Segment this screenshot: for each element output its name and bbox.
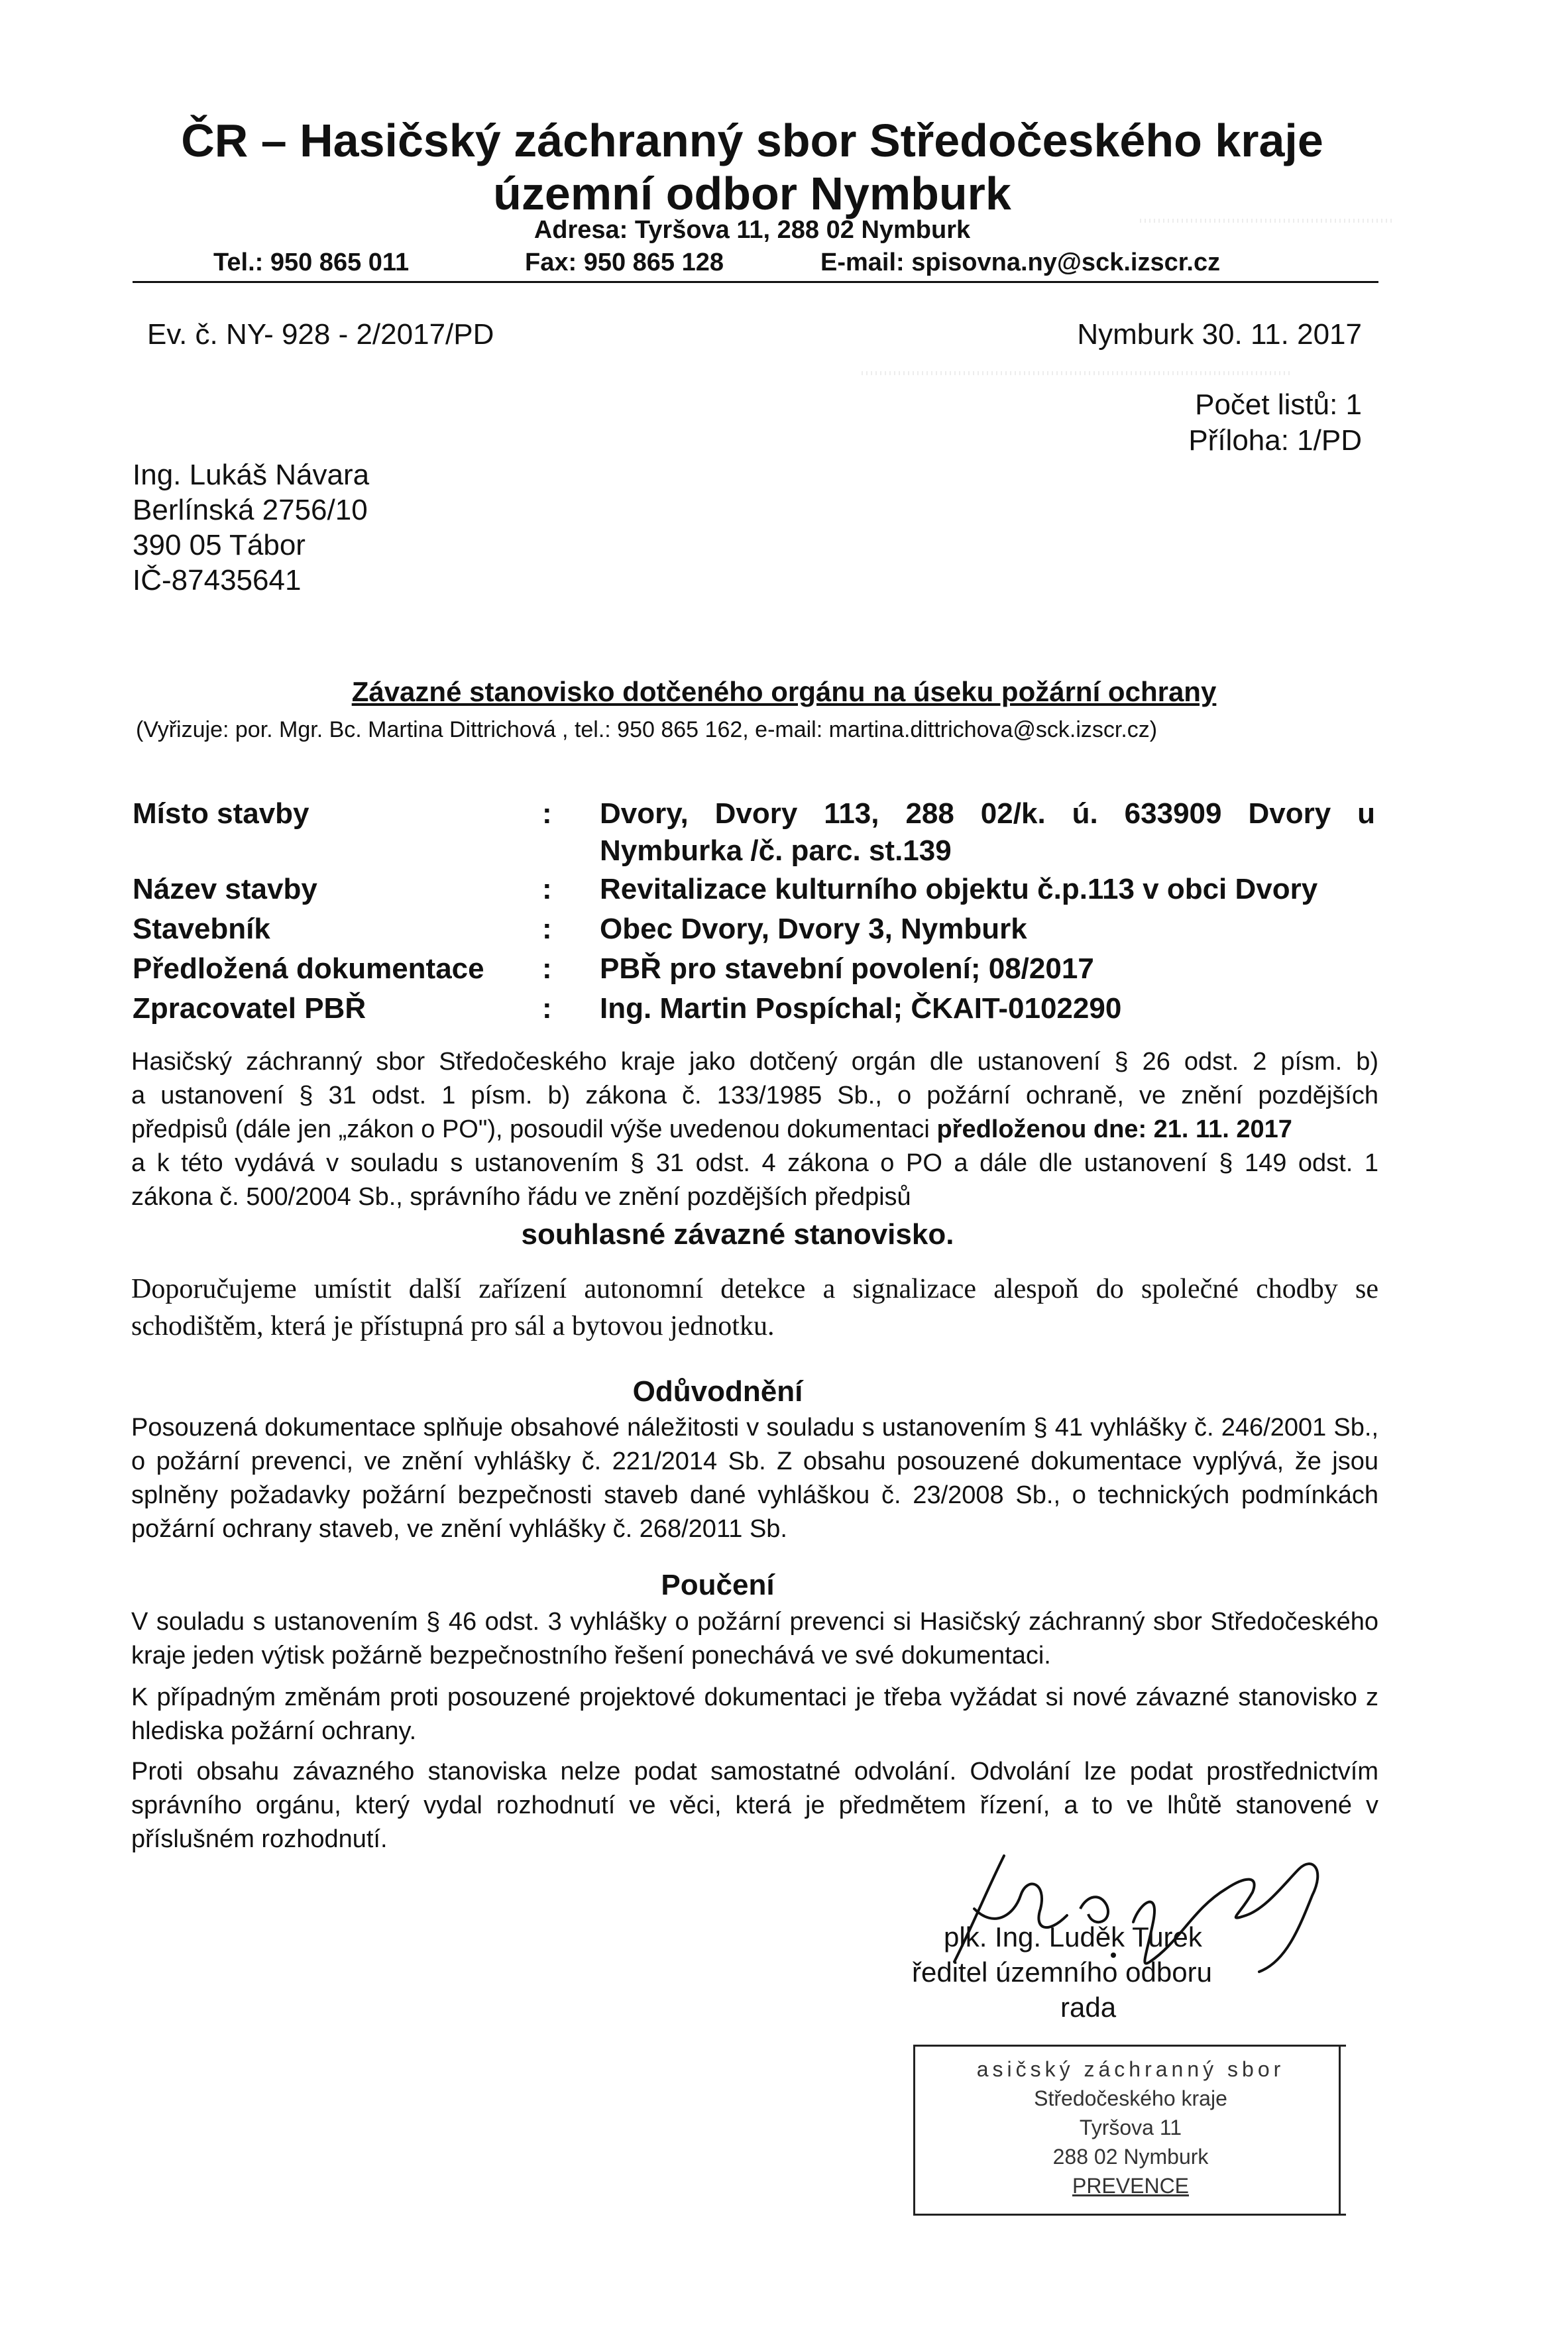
signatory-rank: rada bbox=[1060, 1992, 1117, 2023]
instruction-heading: Poučení bbox=[661, 1569, 775, 1601]
scan-artifact bbox=[862, 371, 1292, 375]
field-label-documentation: Předložená dokumentace bbox=[133, 952, 484, 985]
stamp-border-right bbox=[1339, 2045, 1341, 2214]
stamp-line-3: Tyršova 11 bbox=[1079, 2116, 1182, 2139]
attachment-info: Příloha: 1/PD bbox=[1188, 424, 1362, 457]
sheet-count: Počet listů: 1 bbox=[1195, 388, 1362, 421]
recommendation: Doporučujeme umístit další zařízení autonomní detekce a signalizace alespoň do společné chodby se schodištěm, která je přístupná pro sál a bytovou jednotku. bbox=[131, 1274, 1378, 1341]
authority-address: Adresa: Tyršova 11, 288 02 Nymburk bbox=[533, 216, 971, 244]
field-colon: : bbox=[542, 913, 552, 945]
field-value-documentation: PBŘ pro stavební povolení; 08/2017 bbox=[600, 952, 1094, 985]
instruction-paragraph-3: Proti obsahu závazného stanoviska nelze podat samostatné odvolání. Odvolání lze podat prostřednictvím správního orgánu, který vydal rozhodnutí ve věci, která je předmětem řízení, a to ve lhůtě stanovené v příslušném rozhodnutí. bbox=[131, 1758, 1378, 1853]
field-value-pbr-author: Ing. Martin Pospíchal; ČKAIT-0102290 bbox=[600, 992, 1122, 1025]
recipient-name: Ing. Lukáš Návara bbox=[133, 459, 370, 491]
recipient-city: 390 05 Tábor bbox=[133, 529, 306, 561]
stamp-line-5: PREVENCE bbox=[1072, 2174, 1190, 2198]
intro-line-4: a k této vydává v souladu s ustanovením § 31 odst. 4 zákona o PO a dále dle ustanovení § 149 odst. 1 bbox=[131, 1149, 1378, 1177]
field-colon: : bbox=[542, 797, 552, 830]
intro-line-1: Hasičský záchranný sbor Středočeského kraje jako dotčený orgán dle ustanovení § 26 odst. 2 písm. b) bbox=[131, 1048, 1378, 1076]
signatory-role: ředitel územního odboru bbox=[912, 1956, 1212, 1988]
field-value-building-name: Revitalizace kulturního objektu č.p.113 v obci Dvory bbox=[600, 873, 1318, 905]
office-stamp bbox=[913, 2045, 1346, 2216]
reference-number: Ev. č. NY- 928 - 2/2017/PD bbox=[147, 318, 494, 351]
intro-line-3 bbox=[131, 1113, 1378, 1147]
justification-heading: Odůvodnění bbox=[632, 1375, 803, 1408]
field-label-location: Místo stavby bbox=[133, 797, 309, 830]
field-value-builder: Obec Dvory, Dvory 3, Nymburk bbox=[600, 913, 1027, 945]
verdict: souhlasné závazné stanovisko. bbox=[521, 1218, 954, 1251]
field-value-location-parcel: Nymburka /č. parc. st.139 bbox=[600, 834, 952, 867]
intro-line-5: zákona č. 500/2004 Sb., správního řádu ve znění pozdějších předpisů bbox=[131, 1183, 911, 1211]
intro-line-3-text: předpisů (dále jen „zákon o PO"), posoudil výše uvedenou dokumentaci bbox=[131, 1115, 930, 1143]
field-label-pbr-author: Zpracovatel PBŘ bbox=[133, 992, 366, 1025]
instruction-paragraph-2: K případným změnám proti posouzené projektové dokumentaci je třeba vyžádat si nové závazné stanovisko z hlediska požární ochrany. bbox=[131, 1683, 1378, 1745]
submission-date: předloženou dne: 21. 11. 2017 bbox=[936, 1115, 1292, 1143]
stamp-line-2: Středočeského kraje bbox=[1034, 2086, 1227, 2110]
scan-artifact bbox=[1140, 219, 1392, 223]
field-colon: : bbox=[542, 873, 552, 905]
field-value-location: Dvory, Dvory 113, 288 02/k. ú. 633909 Dvory u bbox=[600, 797, 1375, 830]
field-label-builder: Stavebník bbox=[133, 913, 270, 945]
intro-line-2: a ustanovení § 31 odst. 1 písm. b) zákona č. 133/1985 Sb., o požární ochraně, ve znění pozdějších bbox=[131, 1082, 1378, 1109]
authority-email: E-mail: spisovna.ny@sck.izscr.cz bbox=[820, 249, 1221, 276]
field-colon: : bbox=[542, 992, 552, 1025]
justification-text: Posouzená dokumentace splňuje obsahové náležitosti v souladu s ustanovením § 41 vyhlášky č. 246/2001 Sb., o požární prevenci, ve znění vyhlášky č. 221/2014 Sb. Z obsahu posouzené dokumentace vyplývá, že jsou splněny požadavky požární bezpečnosti staveb dané vyhláškou č. 23/2008 Sb., o technických podmínkách požární ochrany staveb, ve znění vyhlášky č. 268/2011 Sb. bbox=[131, 1414, 1378, 1543]
field-colon: : bbox=[542, 952, 552, 985]
authority-phone: Tel.: 950 865 011 bbox=[213, 249, 410, 276]
signatory-name: plk. Ing. Luděk Turek bbox=[944, 1921, 1202, 1953]
place-date: Nymburk 30. 11. 2017 bbox=[1077, 318, 1362, 351]
authority-subtitle: územní odbor Nymburk bbox=[493, 168, 1011, 219]
instruction-paragraph-1: V souladu s ustanovením § 46 odst. 3 vyhlášky o požární prevenci si Hasičský záchranný sbor Středočeského kraje jeden výtisk požárně bezpečnostního řešení ponechává ve své dokumentaci. bbox=[131, 1608, 1378, 1670]
authority-title: ČR – Hasičský záchranný sbor Středočeského kraje bbox=[181, 115, 1323, 166]
header-divider bbox=[133, 281, 1378, 283]
recipient-ic: IČ-87435641 bbox=[133, 564, 302, 596]
recipient-street: Berlínská 2756/10 bbox=[133, 494, 368, 526]
stamp-line-1: asičský záchranný sbor bbox=[976, 2057, 1285, 2081]
document-subject: Závazné stanovisko dotčeného orgánu na úseku požární ochrany bbox=[351, 676, 1217, 707]
stamp-line-4: 288 02 Nymburk bbox=[1052, 2145, 1209, 2169]
authority-fax: Fax: 950 865 128 bbox=[525, 249, 724, 276]
case-officer-contact: (Vyřizuje: por. Mgr. Bc. Martina Dittrichová , tel.: 950 865 162, e-mail: martina.dittrichova@sck.izscr.cz) bbox=[136, 717, 1158, 742]
field-label-building-name: Název stavby bbox=[133, 873, 317, 905]
